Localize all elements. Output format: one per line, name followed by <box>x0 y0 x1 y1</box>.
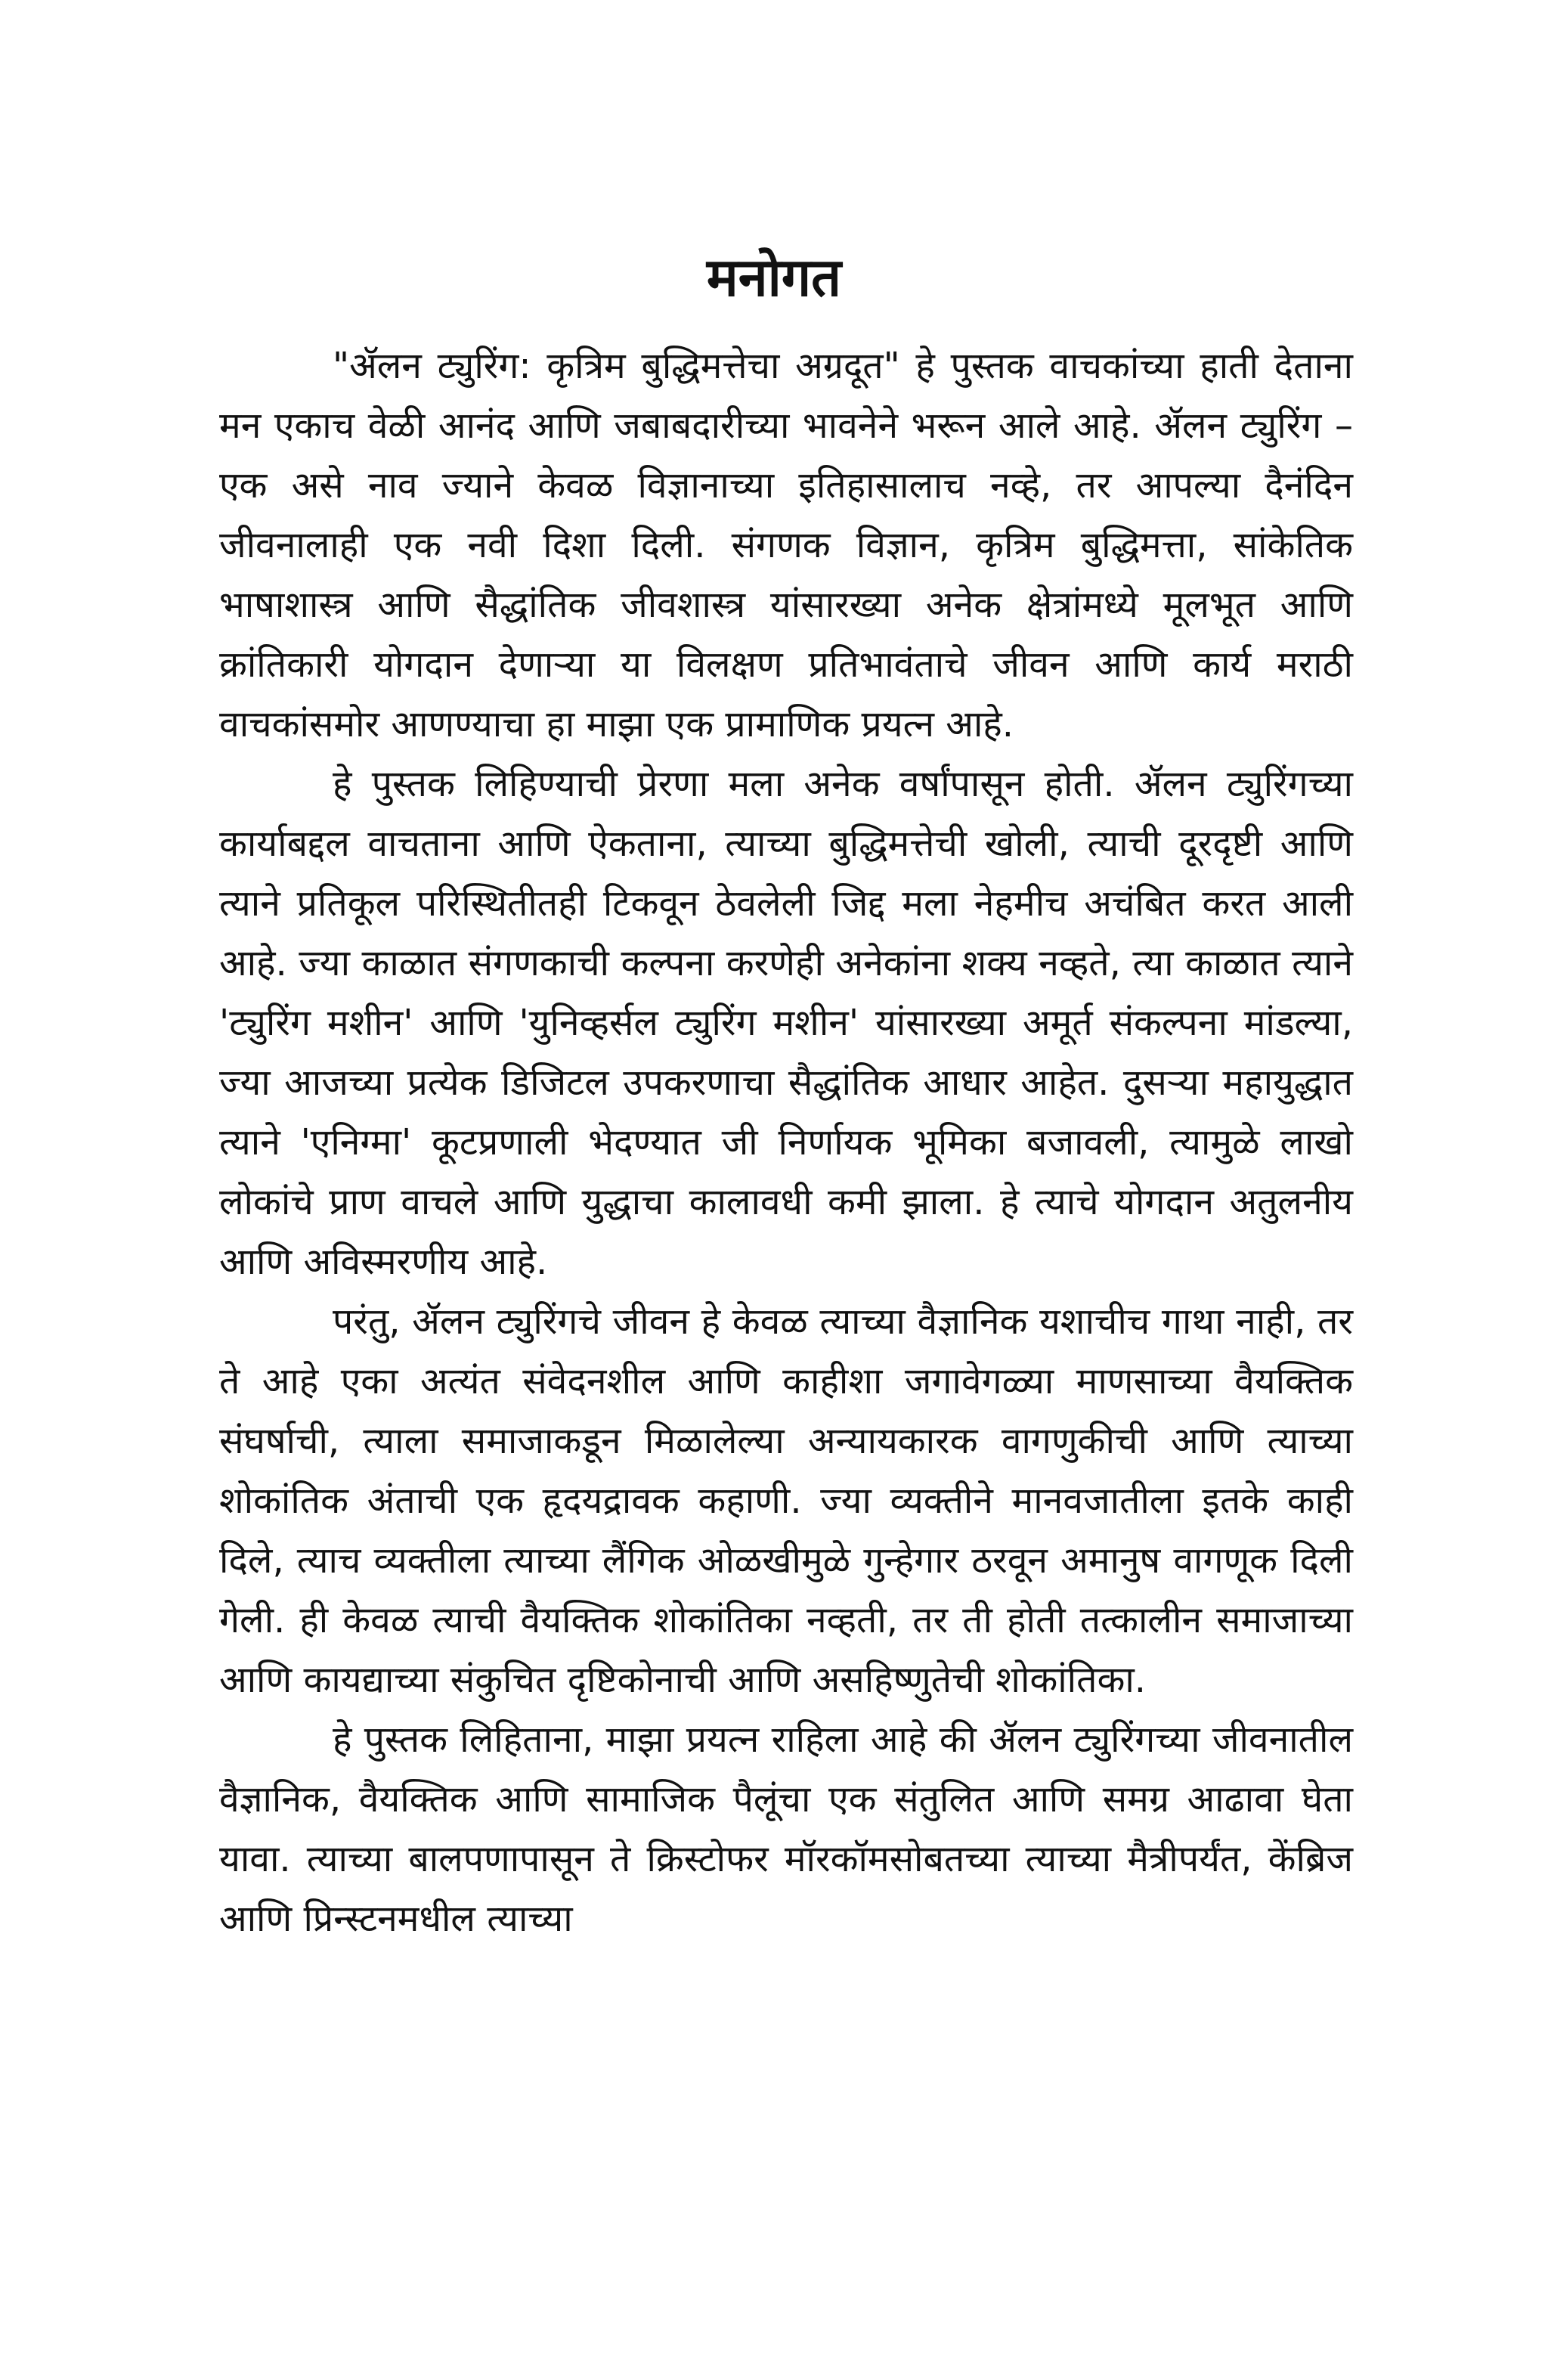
paragraph-2: हे पुस्तक लिहिण्याची प्रेरणा मला अनेक वर्षांपासून होती. ॲलन ट्युरिंगच्या कार्याबद्दल वाचताना आणि ऐकताना, त्याच्या बुद्धिमत्तेची खोली, त्याची दूरदृष्टी आणि त्याने प्रतिकूल परिस्थितीतही टिकवून ठेवलेली जिद्द मला नेहमीच अचंबित करत आली आहे. ज्या काळात संगणकाची कल्पना करणेही अनेकांना शक्य नव्हते, त्या काळात त्याने 'ट्युरिंग मशीन' आणि 'युनिव्हर्सल ट्युरिंग मशीन' यांसारख्या अमूर्त संकल्पना मांडल्या, ज्या आजच्या प्रत्येक डिजिटल उपकरणाचा सैद्धांतिक आधार आहेत. दुसऱ्या महायुद्धात त्याने 'एनिग्मा' कूटप्रणाली भेदण्यात जी निर्णायक भूमिका बजावली, त्यामुळे लाखो लोकांचे प्राण वाचले आणि युद्धाचा कालावधी कमी झाला. हे त्याचे योगदान अतुलनीय आणि अविस्मरणीय आहे. <box>219 763 1353 1283</box>
body-text <box>219 336 1353 1949</box>
page-title: मनोगत <box>706 246 842 308</box>
paragraph-1: "ॲलन ट्युरिंग: कृत्रिम बुद्धिमत्तेचा अग्रदूत" हे पुस्तक वाचकांच्या हाती देताना मन एकाच वेळी आनंद आणि जबाबदारीच्या भावनेने भरून आले आहे. ॲलन ट्युरिंग – एक असे नाव ज्याने केवळ विज्ञानाच्या इतिहासालाच नव्हे, तर आपल्या दैनंदिन जीवनालाही एक नवी दिशा दिली. संगणक विज्ञान, कृत्रिम बुद्धिमत्ता, सांकेतिक भाषाशास्त्र आणि सैद्धांतिक जीवशास्त्र यांसारख्या अनेक क्षेत्रांमध्ये मूलभूत आणि क्रांतिकारी योगदान देणाऱ्या या विलक्षण प्रतिभावंताचे जीवन आणि कार्य मराठी वाचकांसमोर आणण्याचा हा माझा एक प्रामाणिक प्रयत्न आहे. <box>219 345 1353 745</box>
paragraph-4: हे पुस्तक लिहिताना, माझा प्रयत्न राहिला आहे की ॲलन ट्युरिंगच्या जीवनातील वैज्ञानिक, वैयक्तिक आणि सामाजिक पैलूंचा एक संतुलित आणि समग्र आढावा घेता यावा. त्याच्या बालपणापासून ते क्रिस्टोफर मॉरकॉमसोबतच्या त्याच्या मैत्रीपर्यंत, केंब्रिज आणि प्रिन्स्टनमधील त्याच्या <box>219 1718 1353 1940</box>
paragraph-3: परंतु, ॲलन ट्युरिंगचे जीवन हे केवळ त्याच्या वैज्ञानिक यशाचीच गाथा नाही, तर ते आहे एका अत्यंत संवेदनशील आणि काहीशा जगावेगळ्या माणसाच्या वैयक्तिक संघर्षाची, त्याला समाजाकडून मिळालेल्या अन्यायकारक वागणुकीची आणि त्याच्या शोकांतिक अंताची एक हृदयद्रावक कहाणी. ज्या व्यक्तीने मानवजातीला इतके काही दिले, त्याच व्यक्तीला त्याच्या लैंगिक ओळखीमुळे गुन्हेगार ठरवून अमानुष वागणूक दिली गेली. ही केवळ त्याची वैयक्तिक शोकांतिका नव्हती, तर ती होती तत्कालीन समाजाच्या आणि कायद्याच्या संकुचित दृष्टिकोनाची आणि असहिष्णुतेची शोकांतिका. <box>219 1300 1353 1701</box>
